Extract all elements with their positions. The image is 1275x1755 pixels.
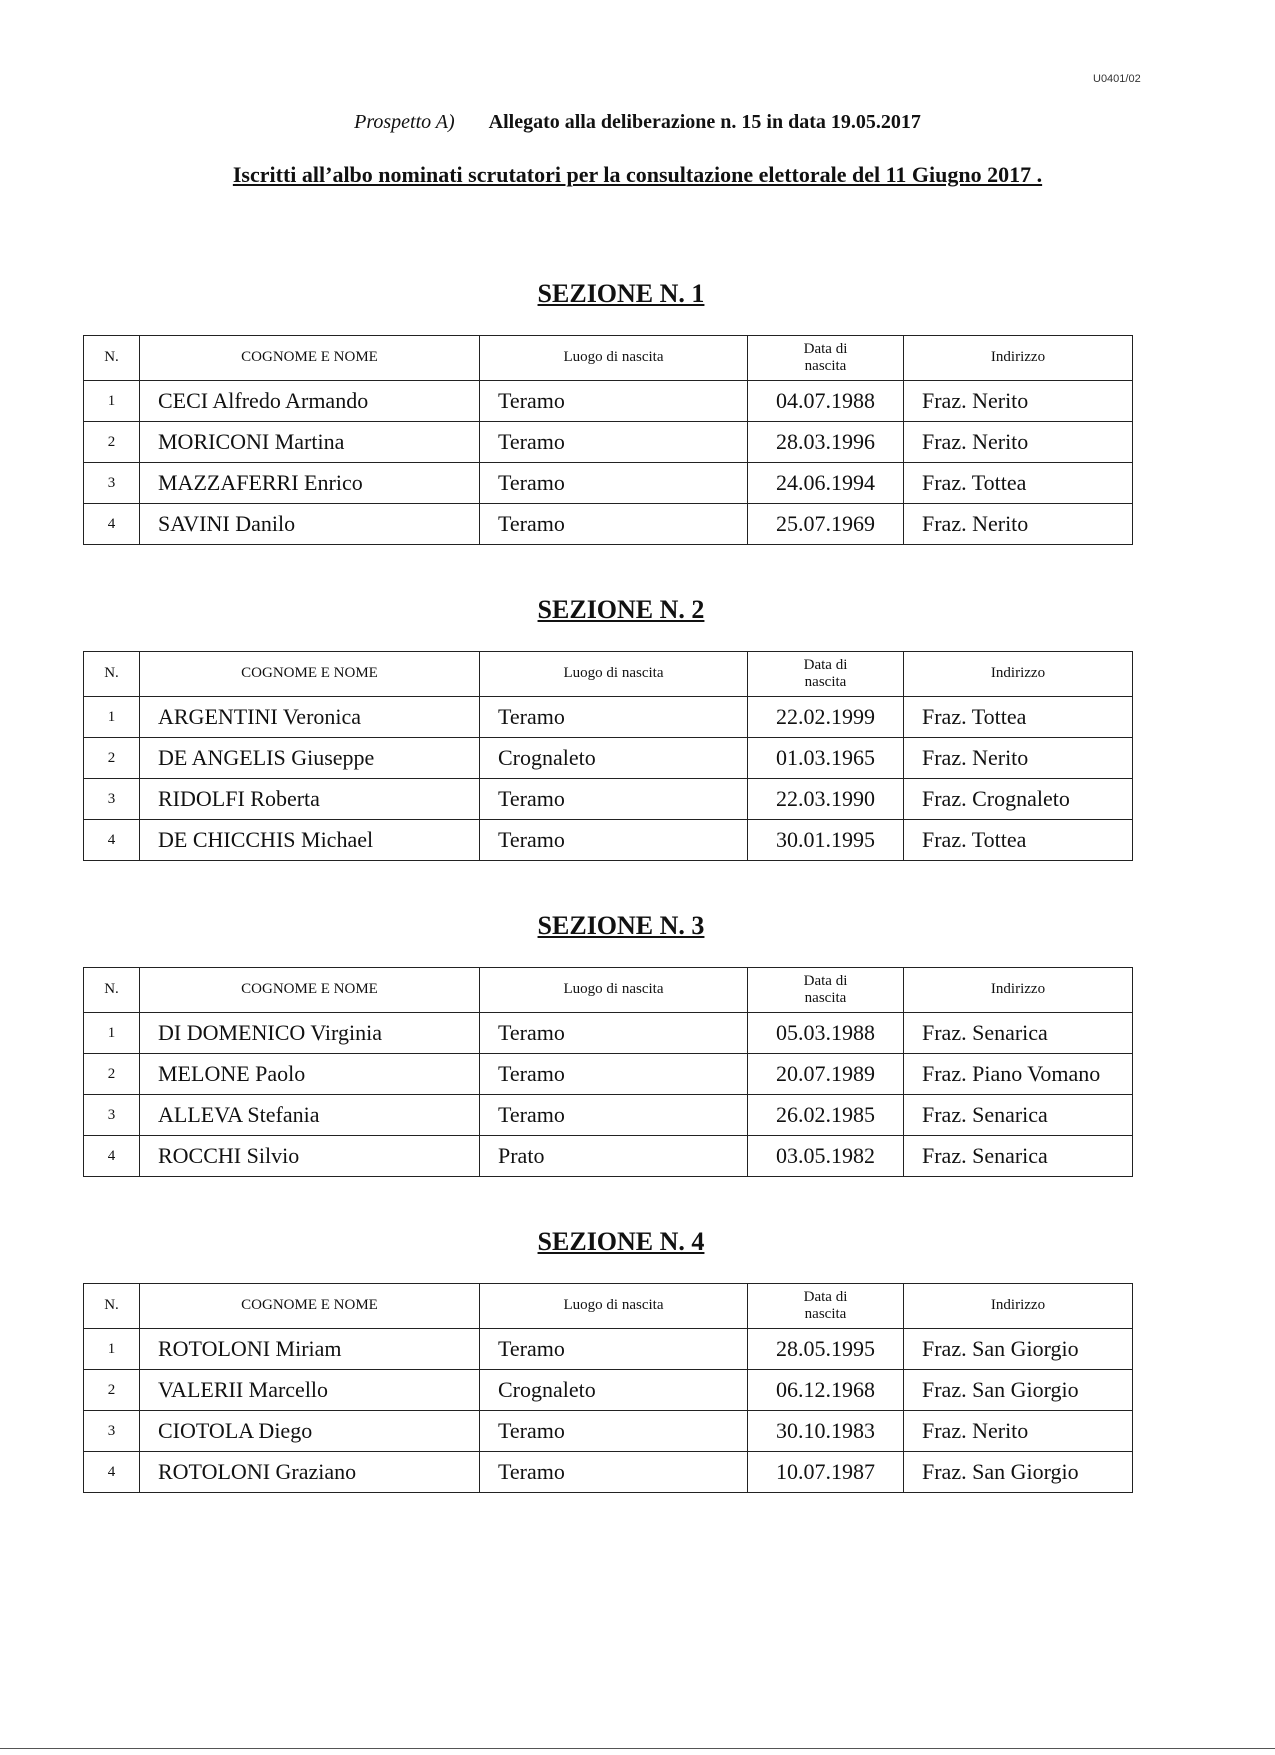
row-address: Fraz. Tottea [904,697,1133,738]
col-header-birthdate: Data di nascita [748,1284,904,1329]
section-title-2: SEZIONE N. 2 [537,595,705,624]
row-birthdate: 20.07.1989 [748,1054,904,1095]
row-address: Fraz. Nerito [904,504,1133,545]
col-header-birthdate: Data di nascita [748,336,904,381]
row-address: Fraz. Crognaleto [904,779,1133,820]
allegato-line [0,111,1275,134]
table-row [84,422,1133,463]
row-birthplace: Teramo [480,504,748,545]
col-header-birthplace: Luogo di nascita [480,1284,748,1329]
row-birthdate: 28.03.1996 [748,422,904,463]
row-address: Fraz. Nerito [904,738,1133,779]
col-header-birthplace: Luogo di nascita [480,968,748,1013]
row-birthdate: 28.05.1995 [748,1329,904,1370]
section-title-1: SEZIONE N. 1 [537,279,705,308]
row-birthplace: Teramo [480,422,748,463]
row-birthdate: 26.02.1985 [748,1095,904,1136]
row-address: Fraz. San Giorgio [904,1329,1133,1370]
row-num: 1 [84,697,140,738]
col-header-num: N. [84,1284,140,1329]
row-num: 2 [84,1370,140,1411]
col-header-address: Indirizzo [904,652,1133,697]
row-name: SAVINI Danilo [140,504,480,545]
table-row [84,1054,1133,1095]
row-num: 4 [84,1136,140,1177]
row-name: CECI Alfredo Armando [140,381,480,422]
col-header-address: Indirizzo [904,1284,1133,1329]
row-name: DE ANGELIS Giuseppe [140,738,480,779]
row-num: 3 [84,1095,140,1136]
row-birthdate: 30.01.1995 [748,820,904,861]
table-row [84,1095,1133,1136]
table-header [84,968,1133,1013]
row-address: Fraz. Tottea [904,463,1133,504]
row-name: MAZZAFERRI Enrico [140,463,480,504]
row-birthplace: Crognaleto [480,738,748,779]
row-num: 3 [84,463,140,504]
row-birthdate: 03.05.1982 [748,1136,904,1177]
row-birthplace: Teramo [480,820,748,861]
row-birthdate: 24.06.1994 [748,463,904,504]
section-table-1 [83,335,1133,545]
section-table-2 [83,651,1133,861]
row-address: Fraz. San Giorgio [904,1452,1133,1493]
row-birthplace: Teramo [480,1013,748,1054]
col-header-birthdate: Data di nascita [748,968,904,1013]
table-row [84,1136,1133,1177]
table-header [84,652,1133,697]
row-birthplace: Crognaleto [480,1370,748,1411]
row-birthdate: 10.07.1987 [748,1452,904,1493]
row-name: ROCCHI Silvio [140,1136,480,1177]
row-birthdate: 05.03.1988 [748,1013,904,1054]
row-birthplace: Teramo [480,1411,748,1452]
table-row [84,697,1133,738]
row-name: ALLEVA Stefania [140,1095,480,1136]
row-birthdate: 22.02.1999 [748,697,904,738]
row-birthdate: 22.03.1990 [748,779,904,820]
row-num: 1 [84,1013,140,1054]
table-row [84,1452,1133,1493]
row-num: 4 [84,1452,140,1493]
table-row [84,1370,1133,1411]
col-header-birthplace: Luogo di nascita [480,336,748,381]
row-num: 2 [84,422,140,463]
row-birthdate: 30.10.1983 [748,1411,904,1452]
col-header-birthdate: Data di nascita [748,652,904,697]
col-header-name: COGNOME E NOME [140,1284,480,1329]
table-row [84,504,1133,545]
row-address: Fraz. Piano Vomano [904,1054,1133,1095]
row-name: DI DOMENICO Virginia [140,1013,480,1054]
col-header-num: N. [84,652,140,697]
col-header-num: N. [84,336,140,381]
row-address: Fraz. Nerito [904,381,1133,422]
table-row [84,1411,1133,1452]
table-row [84,1013,1133,1054]
row-name: ROTOLONI Graziano [140,1452,480,1493]
prospetto-label: Prospetto A) [354,111,455,133]
section-table-3 [83,967,1133,1177]
table-header [84,336,1133,381]
row-name: MORICONI Martina [140,422,480,463]
row-birthplace: Teramo [480,697,748,738]
row-num: 2 [84,738,140,779]
row-birthdate: 04.07.1988 [748,381,904,422]
row-name: CIOTOLA Diego [140,1411,480,1452]
section-title-4: SEZIONE N. 4 [537,1227,705,1256]
row-num: 2 [84,1054,140,1095]
row-birthplace: Teramo [480,463,748,504]
col-header-address: Indirizzo [904,336,1133,381]
row-birthplace: Teramo [480,1329,748,1370]
row-name: MELONE Paolo [140,1054,480,1095]
row-address: Fraz. Senarica [904,1013,1133,1054]
allegato-text: Allegato alla deliberazione n. 15 in data 19.05.2017 [488,111,921,133]
table-row [84,463,1133,504]
row-num: 1 [84,381,140,422]
table-header [84,1284,1133,1329]
row-address: Fraz. Nerito [904,422,1133,463]
col-header-name: COGNOME E NOME [140,336,480,381]
row-name: RIDOLFI Roberta [140,779,480,820]
section-table-4 [83,1283,1133,1493]
row-address: Fraz. Tottea [904,820,1133,861]
row-birthplace: Teramo [480,1095,748,1136]
row-num: 1 [84,1329,140,1370]
row-birthplace: Teramo [480,1452,748,1493]
table-row [84,820,1133,861]
row-address: Fraz. Nerito [904,1411,1133,1452]
row-birthdate: 25.07.1969 [748,504,904,545]
row-num: 3 [84,779,140,820]
row-address: Fraz. Senarica [904,1136,1133,1177]
table-row [84,381,1133,422]
row-birthplace: Teramo [480,779,748,820]
row-name: ARGENTINI Veronica [140,697,480,738]
table-row [84,738,1133,779]
row-birthplace: Teramo [480,1054,748,1095]
row-birthplace: Teramo [480,381,748,422]
row-birthdate: 06.12.1968 [748,1370,904,1411]
row-address: Fraz. Senarica [904,1095,1133,1136]
row-name: DE CHICCHIS Michael [140,820,480,861]
section-title-3: SEZIONE N. 3 [537,911,705,940]
row-name: ROTOLONI Miriam [140,1329,480,1370]
row-birthplace: Prato [480,1136,748,1177]
row-address: Fraz. San Giorgio [904,1370,1133,1411]
row-num: 3 [84,1411,140,1452]
table-row [84,779,1133,820]
table-row [84,1329,1133,1370]
row-birthdate: 01.03.1965 [748,738,904,779]
document-title: Iscritti all’albo nominati scrutatori per la consultazione elettorale del 11 Giugno 2017 . [232,162,1043,187]
document-code: U0401/02 [1093,73,1141,85]
col-header-address: Indirizzo [904,968,1133,1013]
col-header-name: COGNOME E NOME [140,968,480,1013]
scan-edge-line [0,1748,1275,1749]
col-header-birthplace: Luogo di nascita [480,652,748,697]
col-header-name: COGNOME E NOME [140,652,480,697]
row-num: 4 [84,504,140,545]
row-num: 4 [84,820,140,861]
row-name: VALERII Marcello [140,1370,480,1411]
col-header-num: N. [84,968,140,1013]
